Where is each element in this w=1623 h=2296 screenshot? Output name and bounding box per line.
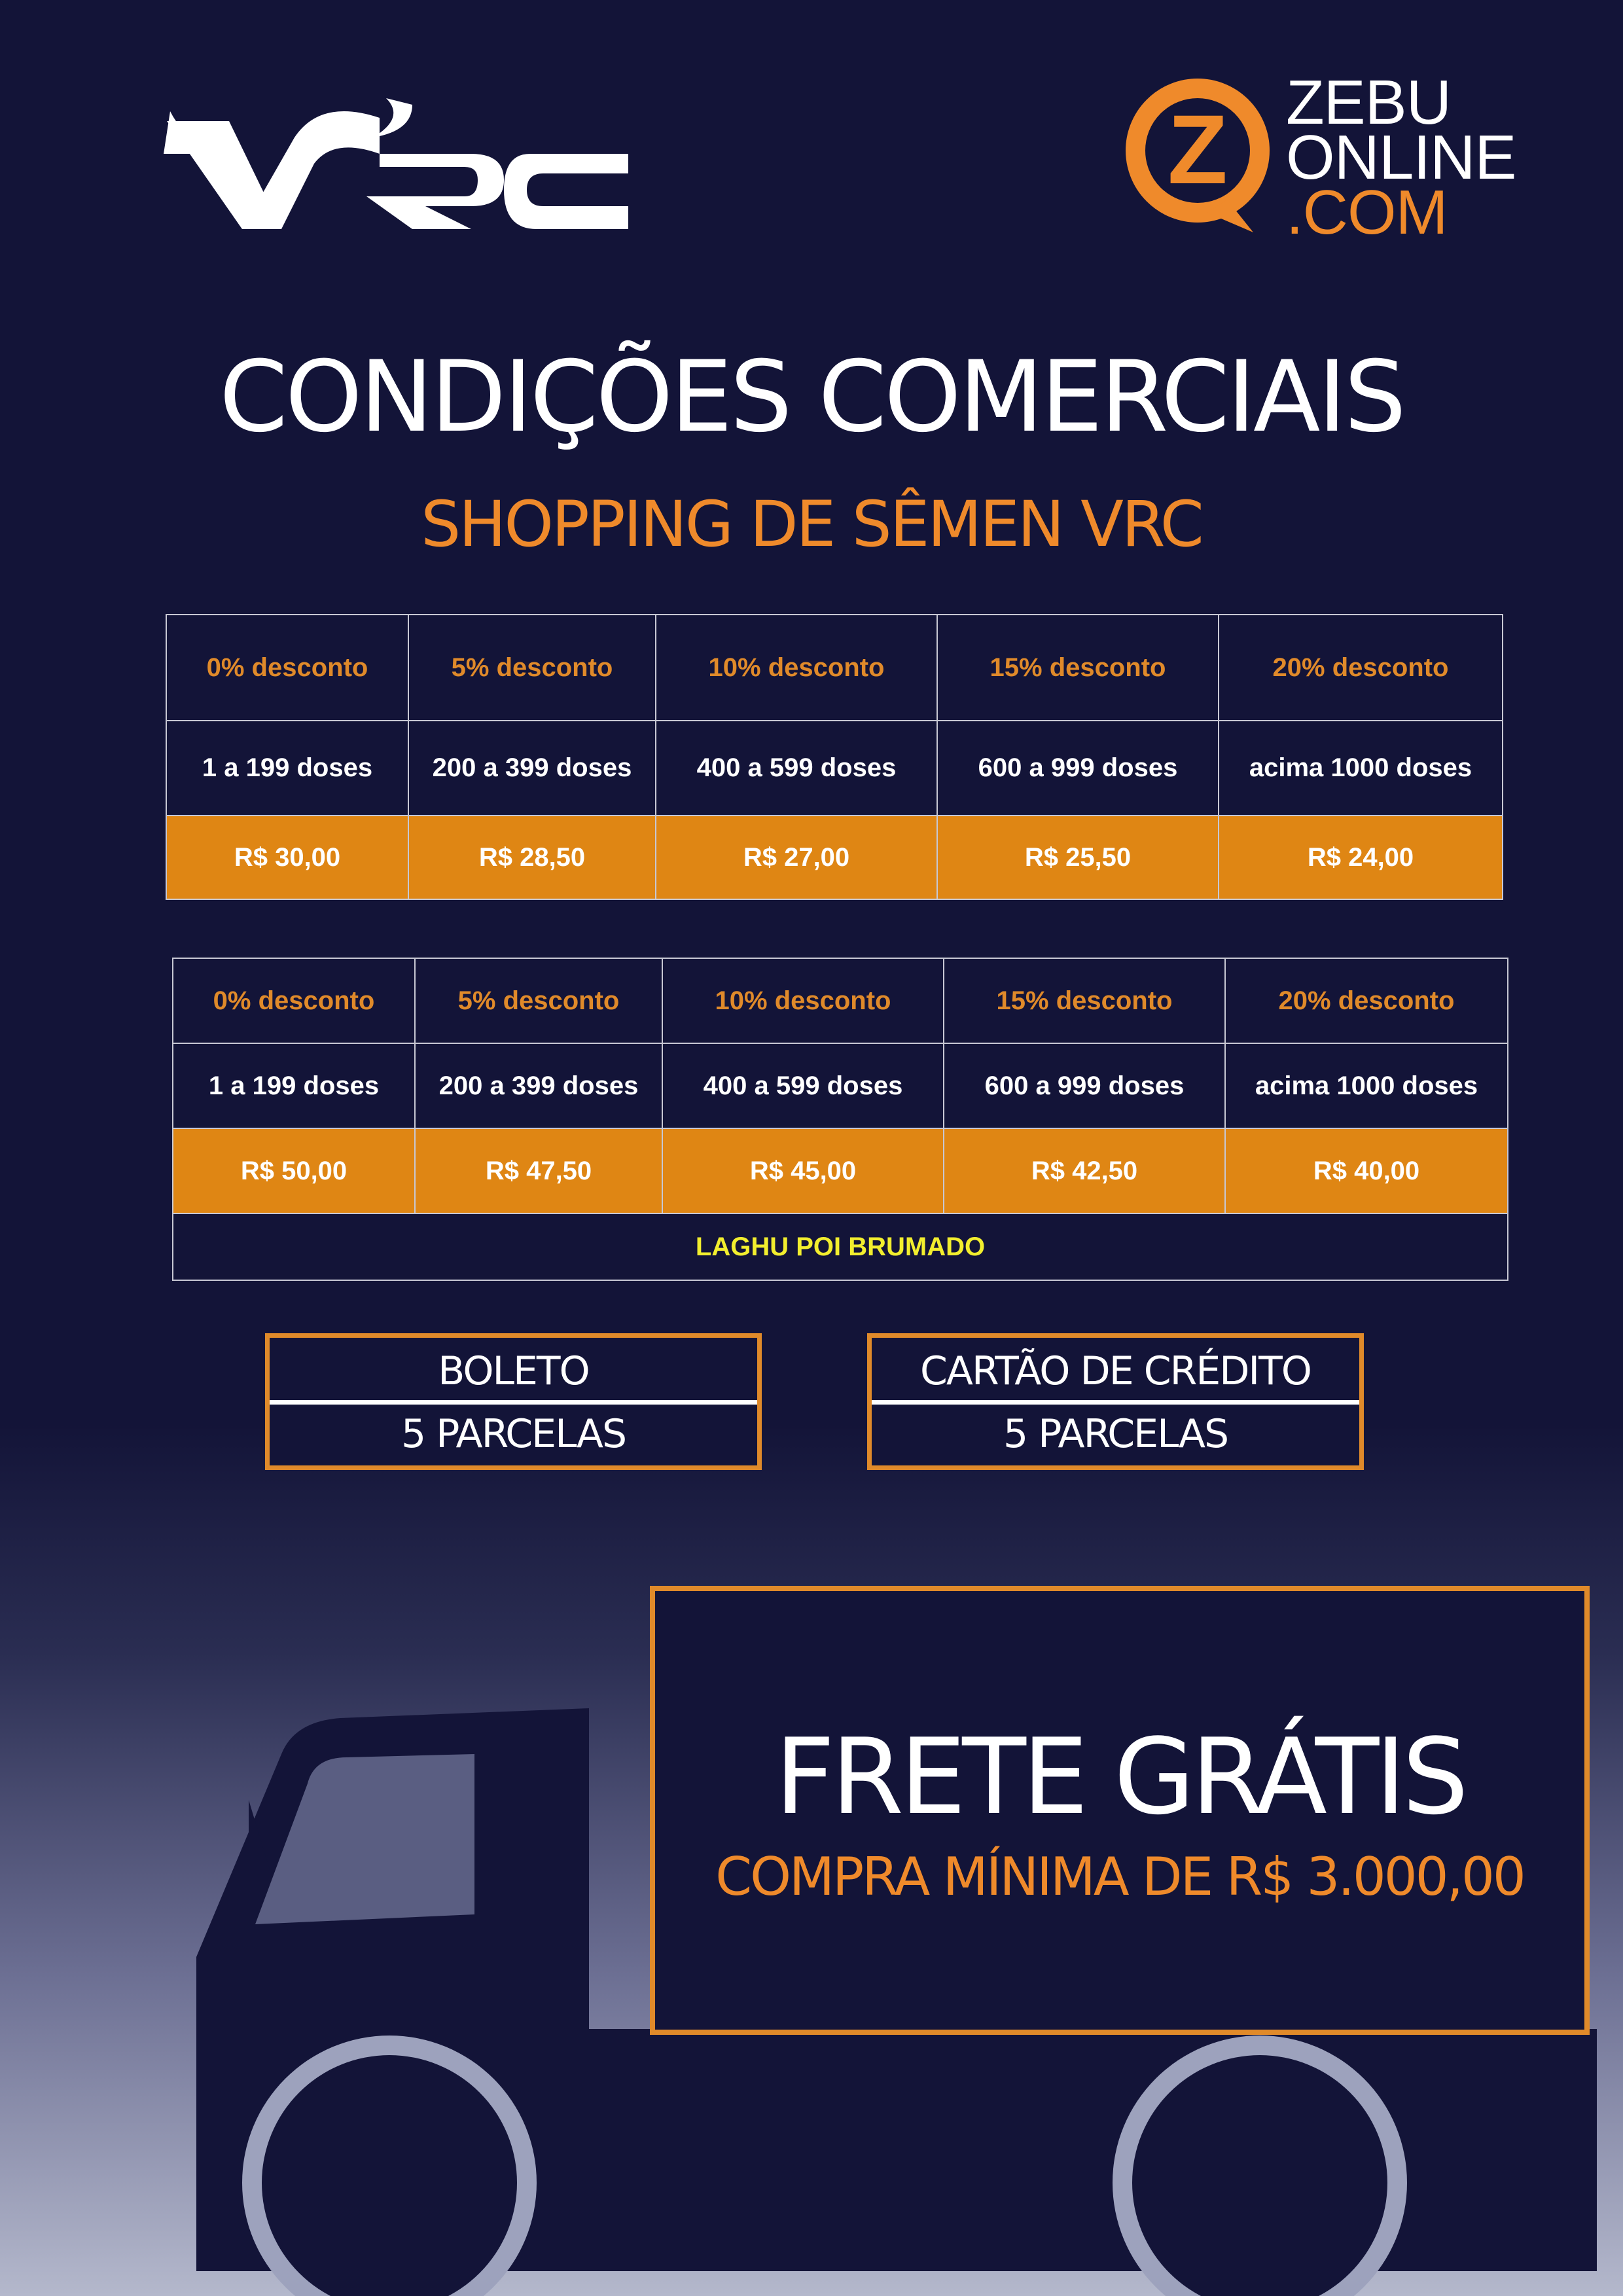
price-cell: R$ 42,50 — [944, 1128, 1225, 1213]
boleto-label: BOLETO — [438, 1348, 589, 1394]
discount-cell: 10% desconto — [656, 615, 937, 721]
dose-range-cell: 200 a 399 doses — [408, 721, 656, 816]
zebu-online-logo — [1122, 67, 1528, 247]
zebu-z-icon — [1122, 75, 1279, 239]
discount-cell: 0% desconto — [166, 615, 408, 721]
price-cell: R$ 24,00 — [1219, 816, 1503, 899]
free-shipping-box — [650, 1586, 1590, 2035]
discount-cell: 0% desconto — [173, 958, 415, 1043]
dose-range-cell: acima 1000 doses — [1219, 721, 1503, 816]
credit-card-box — [867, 1333, 1364, 1470]
price-cell: R$ 40,00 — [1225, 1128, 1508, 1213]
zebu-line-3: .COM — [1286, 177, 1448, 247]
zebu-mark: Z — [1168, 94, 1228, 204]
free-shipping-note: COMPRA MÍNIMA DE R$ 3.000,00 — [715, 1846, 1524, 1907]
boleto-box — [265, 1333, 762, 1470]
boleto-installments: 5 PARCELAS — [401, 1411, 626, 1457]
credit-card-installments: 5 PARCELAS — [1003, 1411, 1228, 1457]
dose-range-cell: 400 a 599 doses — [662, 1043, 944, 1128]
discount-cell: 5% desconto — [415, 958, 662, 1043]
discount-cell: 15% desconto — [944, 958, 1225, 1043]
bull-name-cell: LAGHU POI BRUMADO — [173, 1213, 1508, 1280]
dose-range-cell: 200 a 399 doses — [415, 1043, 662, 1128]
page-title: CONDIÇÕES COMERCIAIS — [219, 340, 1404, 454]
discount-cell: 20% desconto — [1225, 958, 1508, 1043]
price-cell: R$ 25,50 — [937, 816, 1219, 899]
discount-cell: 20% desconto — [1219, 615, 1503, 721]
page-subtitle: SHOPPING DE SÊMEN VRC — [421, 488, 1202, 561]
price-table-1 — [166, 614, 1503, 900]
discount-cell: 10% desconto — [662, 958, 944, 1043]
divider — [270, 1400, 757, 1405]
price-cell: R$ 47,50 — [415, 1128, 662, 1213]
credit-card-label: CARTÃO DE CRÉDITO — [920, 1348, 1311, 1394]
free-shipping-title: FRETE GRÁTIS — [774, 1715, 1465, 1838]
discount-cell: 15% desconto — [937, 615, 1219, 721]
dose-range-cell: 1 a 199 doses — [166, 721, 408, 816]
dose-range-cell: 1 a 199 doses — [173, 1043, 415, 1128]
divider — [872, 1400, 1359, 1405]
dose-range-cell: 400 a 599 doses — [656, 721, 937, 816]
price-cell: R$ 45,00 — [662, 1128, 944, 1213]
dose-range-cell: 600 a 999 doses — [937, 721, 1219, 816]
price-cell: R$ 50,00 — [173, 1128, 415, 1213]
vrc-logo — [164, 92, 628, 236]
price-cell: R$ 30,00 — [166, 816, 408, 899]
price-table-2 — [172, 958, 1508, 1281]
discount-cell: 5% desconto — [408, 615, 656, 721]
price-cell: R$ 27,00 — [656, 816, 937, 899]
dose-range-cell: 600 a 999 doses — [944, 1043, 1225, 1128]
zebu-line-2: ONLINE — [1286, 122, 1516, 192]
dose-range-cell: acima 1000 doses — [1225, 1043, 1508, 1128]
zebu-line-1: ZEBU — [1286, 67, 1452, 137]
price-cell: R$ 28,50 — [408, 816, 656, 899]
